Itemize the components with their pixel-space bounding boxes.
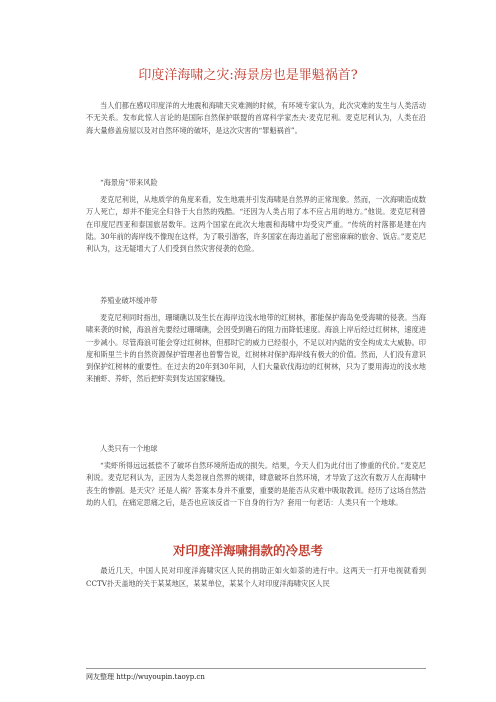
- footer-divider: [86, 668, 426, 669]
- paragraph-text: “卖虾所得远远抵偿不了破坏自然环境所造成的损失。结果，今天人们为此付出了惨重的代价。”麦克尼利说。麦克尼利认为，正因为人类忽视自然界的规律，肆意破坏自然环境，才导致了这次有数万人在海啸中丧生的惨剧。是天灾？还是人祸？答案本身并不重要，重要的是能否从灾难中吸取教训。经历了这场自然浩劫的人们，在痛定思痛之后，是否也应该反省一下自身的行为？套用一句老话：人类只有一个地球。: [86, 461, 426, 507]
- section-heading-2: 养殖业破坏缓冲带: [100, 296, 158, 305]
- paragraph-text: 最近几天，中国人民对印度洋海啸灾区人民的捐助正如火如荼的进行中。这两天一打开电视就看到CCTV扑天盖地的关于某某地区，某某单位，某某个人对印度洋海啸灾区人民: [86, 566, 426, 588]
- footer-source: 网友整理 http://wuyoupin.taoyp.cn: [86, 673, 205, 681]
- article-title: 印度洋海啸之灾:海景房也是罪魁祸首?: [138, 68, 358, 83]
- section-heading-3: 人类只有一个地球: [100, 444, 158, 453]
- paragraph-4: [86, 460, 426, 509]
- paragraph-5: [86, 564, 426, 590]
- second-article-title: 对印度洋海啸捐款的冷思考: [172, 543, 323, 558]
- paragraph-text: 麦克尼利说，从地质学的角度来看，发生地震并引发海啸是自然界的正常现象。然而，一次海啸造成数万人死亡，却并不能完全归咎于大自然的残酷。“还因为人类占用了本不应占用的地方。”他说。麦克尼利曾在印度尼西亚和泰国旅居数年。这两个国家在此次大地震和海啸中均受灾严重。“传统的村落都是建在内陆。30年前的海岸线不像现在这样，为了吸引游客，许多国家在海边盖起了密密麻麻的旅舍、饭店。”麦克尼利认为，这无疑增大了人们受到自然灾害侵袭的危险。: [86, 195, 426, 254]
- paragraph-3: [86, 312, 426, 386]
- paragraph-intro: [86, 100, 426, 137]
- paragraph-2: [86, 194, 426, 255]
- paragraph-text: 麦克尼利同时指出，珊瑚礁以及生长在海岸边浅水地带的红树林，都能保护海岛免受海啸的侵袭。当海啸来袭的时候，海浪首先要经过珊瑚礁，会因受到礁石的阻力而降低速度。海浪上岸后经过红树林，速度进一步减小。尽管海浪可能会穿过红树林，但那时它的威力已经很小，不足以对内陆的安全构成太大威胁。印度和斯里兰卡的自然资源保护管理者也曾警告说，红树林对保护海岸线有极大的价值。然而，人们没有意识到保护红树林的重要性。在过去的20年到30年间，人们大量砍伐海边的红树林，只为了要用海边的浅水地来捕虾、养虾，然后把虾卖到发达国家赚钱。: [86, 313, 426, 384]
- paragraph-text: 当人们都在感叹印度洋的大地震和海啸天灾难测的时候，有环境专家认为，此次灾难的发生与人类活动不无关系。发布此惊人言论的是国际自然保护联盟的首席科学家杰夫·麦克尼利。麦克尼利认为，人类在沿海大量修盖房屋以及对自然环境的破坏，是这次灾害的“罪魁祸首”。: [86, 101, 426, 135]
- section-heading-1: “海景房”带来风险: [100, 178, 158, 187]
